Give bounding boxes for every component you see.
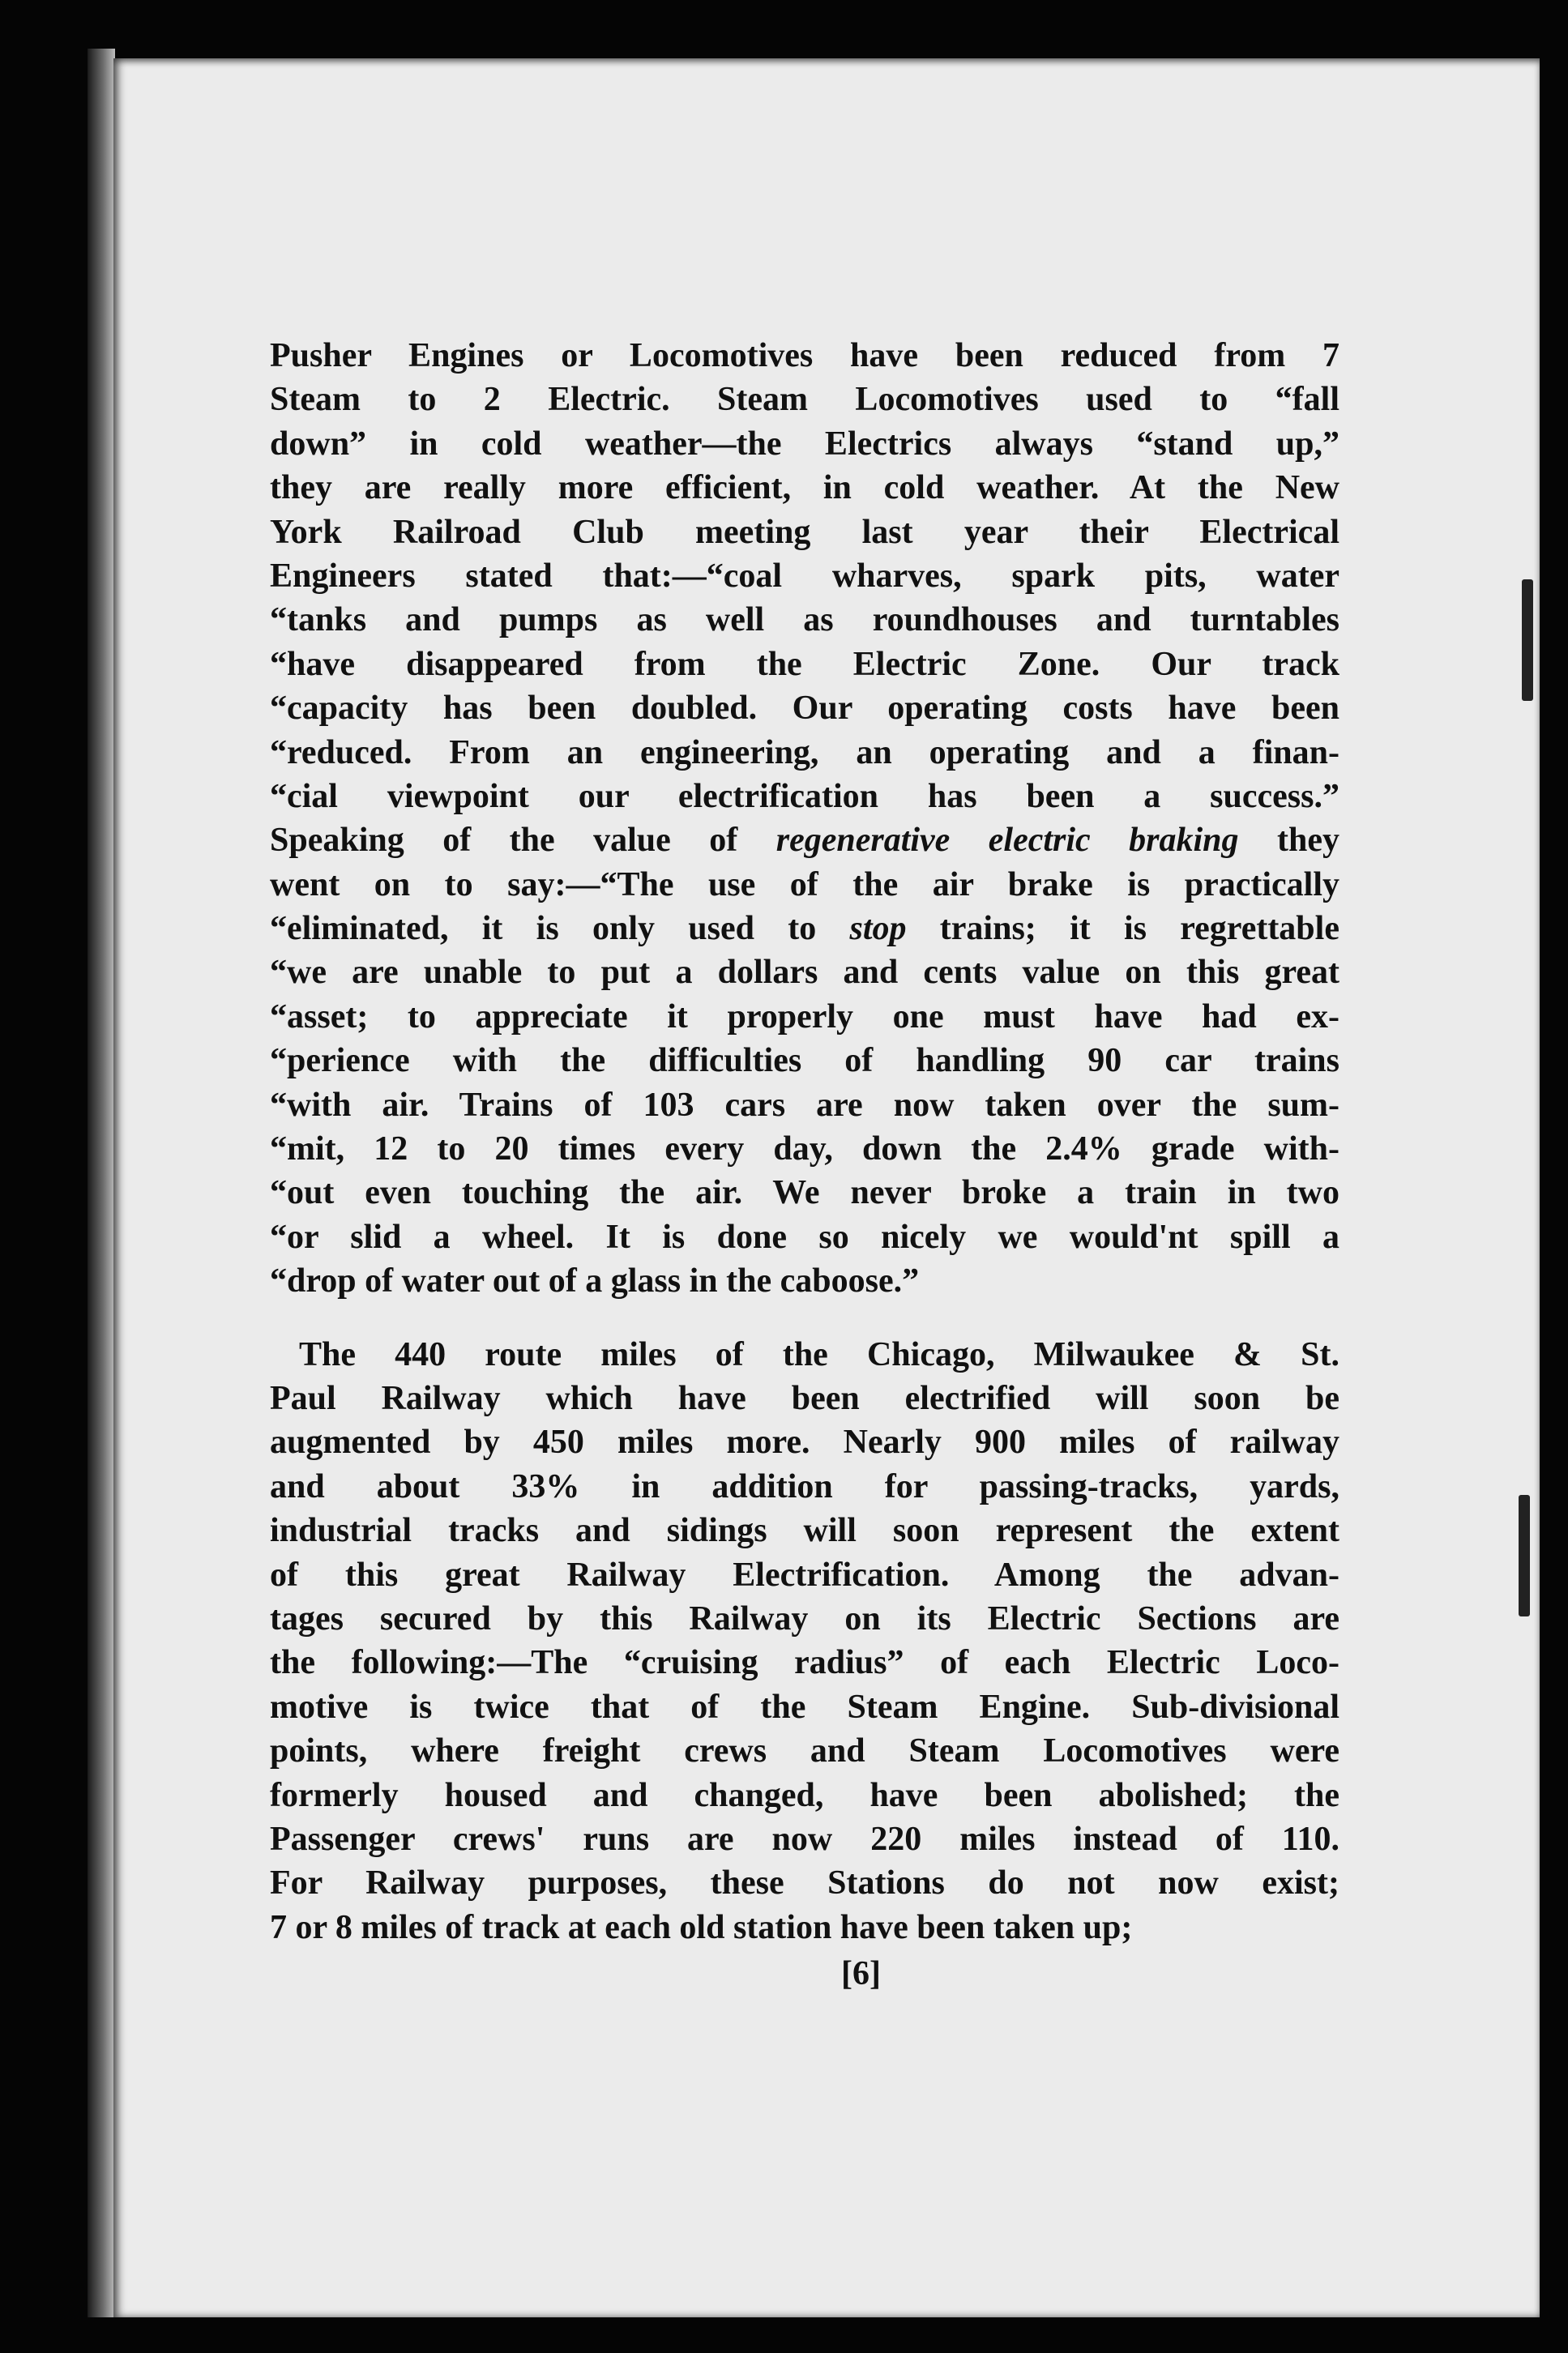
text-line: Paul Railway which have been electrified will soon be — [270, 1379, 1339, 1417]
text-line: of this great Railway Electrification. Among the advan- — [270, 1556, 1339, 1594]
text-line: and about 33% in addition for passing-tracks, yards, — [270, 1467, 1339, 1505]
page-text — [270, 334, 1339, 1949]
text-line: tages secured by this Railway on its Electric Sections are — [270, 1599, 1339, 1638]
text-line: they are really more efficient, in cold weather. At the New — [270, 469, 1339, 507]
text-line: “we are unable to put a dollars and cents value on this great — [270, 954, 1339, 992]
paragraph-1 — [270, 334, 1339, 1304]
text-line: “reduced. From an engineering, an operating and a finan- — [270, 733, 1339, 771]
text-line: “cial viewpoint our electrification has been a success.” — [270, 777, 1339, 815]
text-line: York Railroad Club meeting last year their Electrical — [270, 513, 1339, 551]
text-line: 7 or 8 miles of track at each old station have been taken up; — [270, 1908, 1133, 1946]
text-line: Pusher Engines or Locomotives have been reduced from 7 — [270, 337, 1339, 374]
text-line: augmented by 450 miles more. Nearly 900 miles of railway — [270, 1424, 1339, 1462]
text-line: “eliminated, it is only used to stop trains; it is regrettable — [270, 910, 1339, 948]
text-line: “mit, 12 to 20 times every day, down the 2.4% grade with- — [270, 1130, 1339, 1168]
text-line: went on to say:—“The use of the air brake is practically — [270, 865, 1339, 903]
page-number: [6] — [841, 1955, 881, 1992]
text-line: motive is twice that of the Steam Engine. Sub-divisional — [270, 1688, 1339, 1726]
text-line: Passenger crews' runs are now 220 miles instead of 110. — [270, 1820, 1339, 1858]
text-line: Speaking of the value of regenerative electric braking they — [270, 822, 1339, 860]
text-line: For Railway purposes, these Stations do not now exist; — [270, 1864, 1339, 1902]
paragraph-2 — [270, 1333, 1339, 1949]
text-line: Engineers stated that:—“coal wharves, spark pits, water — [270, 557, 1339, 595]
text-line: “have disappeared from the Electric Zone. Our track — [270, 645, 1339, 683]
text-line: “capacity has been doubled. Our operating costs have been — [270, 690, 1339, 728]
text-line: “with air. Trains of 103 cars are now taken over the sum- — [270, 1086, 1339, 1124]
text-line: “tanks and pumps as well as roundhouses and turntables — [270, 601, 1339, 639]
text-line: the following:—The “cruising radius” of each Electric Loco- — [270, 1644, 1339, 1682]
margin-mark-lower — [1519, 1495, 1530, 1616]
text-line: “asset; to appreciate it properly one must have had ex- — [270, 997, 1339, 1036]
text-line: “or slid a wheel. It is done so nicely we would'nt spill a — [270, 1218, 1339, 1256]
text-line: “drop of water out of a glass in the caboose.” — [270, 1262, 920, 1300]
text-line: down” in cold weather—the Electrics always “stand up,” — [270, 425, 1339, 463]
margin-mark-upper — [1522, 579, 1533, 701]
binding-edge — [88, 49, 115, 2317]
text-line: “perience with the difficulties of handling 90 car trains — [270, 1042, 1339, 1080]
text-line: formerly housed and changed, have been abolished; the — [270, 1776, 1339, 1814]
text-line: “out even touching the air. We never broke a train in two — [270, 1174, 1339, 1212]
text-line: Steam to 2 Electric. Steam Locomotives used to “fall — [270, 381, 1339, 419]
text-line: industrial tracks and sidings will soon represent the extent — [270, 1512, 1339, 1550]
text-line: points, where freight crews and Steam Locomotives were — [270, 1732, 1339, 1770]
text-line: The 440 route miles of the Chicago, Milwaukee & St. — [299, 1335, 1339, 1373]
